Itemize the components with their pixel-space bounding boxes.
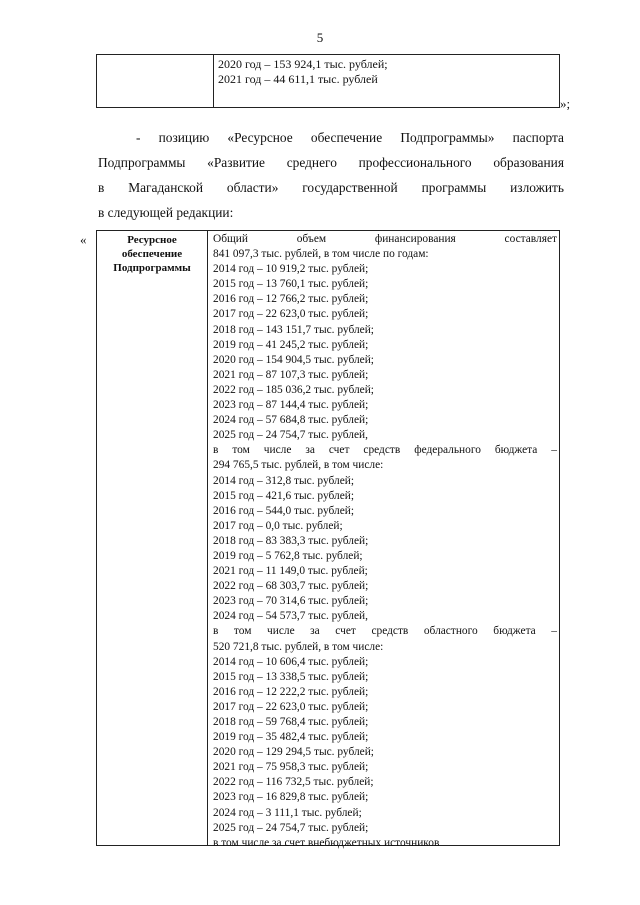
page-number: 5 (316, 30, 324, 45)
funding-line: Общий объем финансирования составляет (213, 233, 557, 245)
funding-line: 2018 год – 83 383,3 тыс. рублей; (213, 534, 369, 547)
funding-line: 2016 год – 12 222,2 тыс. рублей; (213, 685, 369, 698)
resource-table-header-cell (97, 231, 208, 845)
top-table (96, 54, 560, 108)
funding-line: 2023 год – 87 144,4 тыс. рублей; (213, 399, 369, 412)
funding-line: 2019 год – 35 482,4 тыс. рублей; (213, 731, 369, 744)
funding-line: 2018 год – 143 151,7 тыс. рублей; (213, 323, 374, 336)
funding-line: 2025 год – 24 754,7 тыс. рублей, (213, 429, 368, 442)
funding-line: 2019 год – 41 245,2 тыс. рублей; (213, 338, 369, 351)
funding-line: 2014 год – 10 606,4 тыс. рублей; (213, 655, 369, 668)
funding-line: 2023 год – 70 314,6 тыс. рублей; (213, 595, 369, 608)
funding-line: 2024 год – 54 573,7 тыс. рублей, (213, 610, 368, 623)
funding-line: 2024 год – 3 111,1 тыс. рублей; (213, 806, 362, 819)
funding-line: 2015 год – 13 338,5 тыс. рублей; (213, 670, 369, 683)
funding-line: 2016 год – 12 766,2 тыс. рублей; (213, 293, 369, 306)
header-line: обеспечение (121, 248, 183, 260)
funding-line: 520 721,8 тыс. рублей, в том числе: (213, 640, 384, 653)
funding-line: в том числе за счет внебюджетных источников (213, 836, 440, 849)
funding-line: 2021 год – 87 107,3 тыс. рублей; (213, 368, 369, 381)
header-line: Подпрограммы (113, 262, 191, 274)
funding-line: 2019 год – 5 762,8 тыс. рублей; (213, 549, 363, 562)
funding-line: 2022 год – 116 732,5 тыс. рублей; (213, 776, 374, 789)
top-table-left-cell (97, 55, 214, 107)
resource-table (96, 230, 560, 849)
funding-line: 2016 год – 544,0 тыс. рублей; (213, 504, 355, 517)
paragraph-line: в Магаданской области» государственной программы изложить (98, 180, 564, 195)
funding-line: 2024 год – 57 684,8 тыс. рублей; (213, 414, 369, 427)
closing-quote: »; (560, 96, 571, 111)
funding-line: 2017 год – 22 623,0 тыс. рублей; (213, 700, 369, 713)
resource-table-content-cell (208, 231, 559, 849)
funding-line: 2014 год – 312,8 тыс. рублей; (213, 474, 355, 487)
top-table-line: 2020 год – 153 924,1 тыс. рублей; (218, 57, 388, 71)
funding-line: 2023 год – 16 829,8 тыс. рублей; (213, 791, 369, 804)
amendment-paragraph (98, 125, 564, 225)
opening-quote: « (80, 232, 87, 247)
funding-line: 2020 год – 129 294,5 тыс. рублей; (213, 746, 374, 759)
funding-line: 841 097,3 тыс. рублей, в том числе по годам: (213, 248, 429, 261)
funding-line: 2017 год – 0,0 тыс. рублей; (213, 519, 343, 532)
top-table-line: 2021 год – 44 611,1 тыс. рублей (218, 72, 378, 86)
paragraph-line: Подпрограммы «Развитие среднего профессионального образования (98, 155, 564, 170)
funding-line: 2021 год – 75 958,3 тыс. рублей; (213, 761, 369, 774)
funding-line: 2017 год – 22 623,0 тыс. рублей; (213, 308, 369, 321)
funding-line: 2018 год – 59 768,4 тыс. рублей; (213, 716, 369, 728)
funding-line: 2021 год – 11 149,0 тыс. рублей; (213, 565, 368, 578)
funding-line: 2025 год – 24 754,7 тыс. рублей; (213, 821, 369, 834)
header-line: Ресурсное (127, 234, 177, 246)
funding-line: 2022 год – 68 303,7 тыс. рублей; (213, 580, 369, 593)
funding-line: 294 765,5 тыс. рублей, в том числе: (213, 459, 384, 472)
top-table-right-cell (214, 55, 559, 107)
funding-line: 2014 год – 10 919,2 тыс. рублей; (213, 263, 369, 276)
paragraph-line: в следующей редакции: (98, 205, 234, 220)
paragraph-line: - позицию «Ресурсное обеспечение Подпрограммы» паспорта (136, 130, 564, 145)
funding-line: 2015 год – 421,6 тыс. рублей; (213, 489, 355, 502)
funding-line: 2020 год – 154 904,5 тыс. рублей; (213, 353, 374, 366)
funding-line: 2022 год – 185 036,2 тыс. рублей; (213, 383, 374, 396)
funding-line: 2015 год – 13 760,1 тыс. рублей; (213, 278, 369, 291)
funding-line: в том числе за счет средств областного бюджета – (213, 625, 557, 638)
funding-line: в том числе за счет средств федерального бюджета – (213, 444, 557, 457)
